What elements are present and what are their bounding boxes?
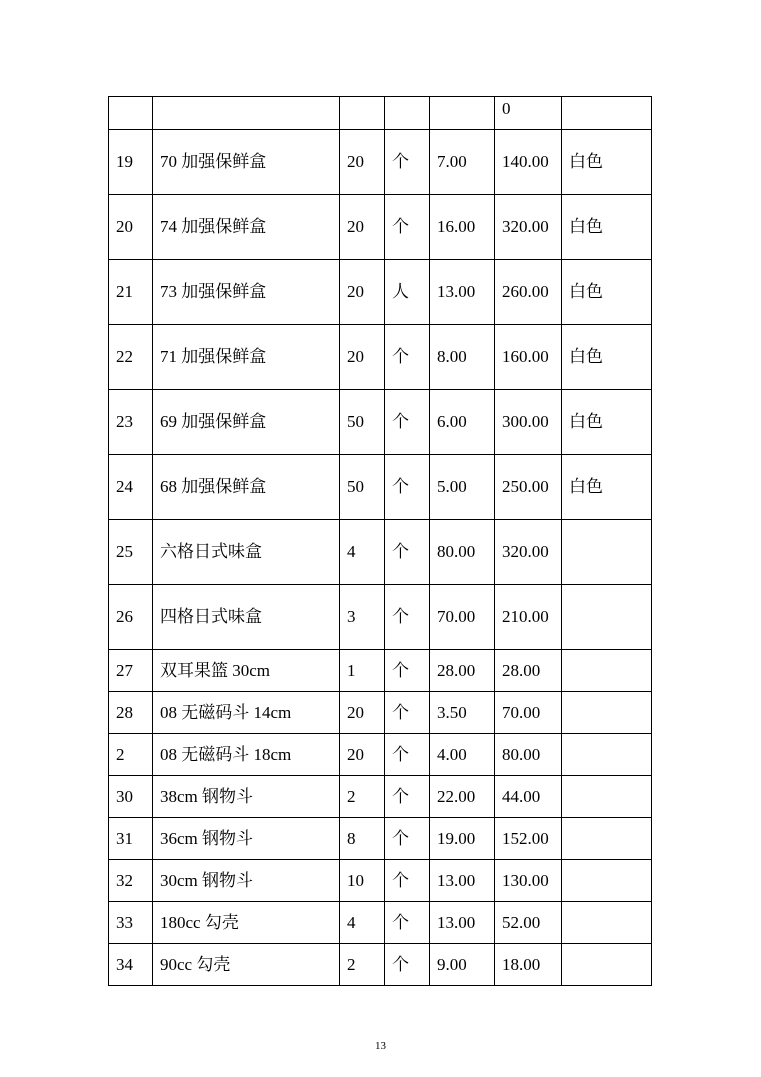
cell-name: 36cm 钢物斗 (153, 818, 340, 860)
cell-no: 19 (109, 130, 153, 195)
cell-price: 70.00 (430, 585, 495, 650)
cell-qty: 20 (340, 130, 385, 195)
cell-no: 22 (109, 325, 153, 390)
cell-name: 六格日式味盒 (153, 520, 340, 585)
cell-name: 70 加强保鲜盒 (153, 130, 340, 195)
cell-no: 28 (109, 692, 153, 734)
table-row (109, 325, 652, 390)
cell-unit: 个 (385, 520, 430, 585)
cell-unit: 个 (385, 130, 430, 195)
cell-unit: 个 (385, 818, 430, 860)
cell-qty: 20 (340, 692, 385, 734)
table-row (109, 585, 652, 650)
cell-qty: 20 (340, 734, 385, 776)
cell-note (562, 860, 652, 902)
cell-qty: 20 (340, 195, 385, 260)
cell-no: 27 (109, 650, 153, 692)
cell-note (562, 97, 652, 130)
cell-unit: 个 (385, 390, 430, 455)
cell-note (562, 818, 652, 860)
cell-qty: 20 (340, 260, 385, 325)
cell-note: 白色 (562, 325, 652, 390)
cell-name: 180cc 勾壳 (153, 902, 340, 944)
cell-name: 74 加强保鲜盒 (153, 195, 340, 260)
items-table (108, 96, 652, 986)
cell-note: 白色 (562, 130, 652, 195)
cell-no: 25 (109, 520, 153, 585)
cell-price: 6.00 (430, 390, 495, 455)
cell-total: 0 (495, 97, 562, 130)
cell-price: 4.00 (430, 734, 495, 776)
cell-note (562, 692, 652, 734)
table-row (109, 776, 652, 818)
cell-price: 80.00 (430, 520, 495, 585)
table-row (109, 195, 652, 260)
cell-unit: 个 (385, 944, 430, 986)
cell-total: 52.00 (495, 902, 562, 944)
cell-total: 18.00 (495, 944, 562, 986)
cell-price: 28.00 (430, 650, 495, 692)
cell-price: 13.00 (430, 260, 495, 325)
cell-note (562, 776, 652, 818)
cell-total: 320.00 (495, 195, 562, 260)
page-number: 13 (375, 1040, 386, 1052)
cell-name: 08 无磁码斗 18cm (153, 734, 340, 776)
cell-price: 3.50 (430, 692, 495, 734)
table-row (109, 130, 652, 195)
cell-qty: 50 (340, 390, 385, 455)
cell-note: 白色 (562, 455, 652, 520)
table-row (109, 818, 652, 860)
cell-no: 30 (109, 776, 153, 818)
table-row (109, 520, 652, 585)
cell-no: 21 (109, 260, 153, 325)
cell-unit: 个 (385, 325, 430, 390)
cell-note (562, 734, 652, 776)
cell-unit (385, 97, 430, 130)
table-row (109, 455, 652, 520)
cell-qty: 4 (340, 520, 385, 585)
table-row (109, 944, 652, 986)
cell-name: 双耳果篮 30cm (153, 650, 340, 692)
cell-price: 16.00 (430, 195, 495, 260)
table-row (109, 650, 652, 692)
cell-total: 260.00 (495, 260, 562, 325)
cell-total: 44.00 (495, 776, 562, 818)
items-table-body (109, 97, 652, 986)
cell-name: 90cc 勾壳 (153, 944, 340, 986)
cell-no: 26 (109, 585, 153, 650)
cell-no: 33 (109, 902, 153, 944)
cell-unit: 个 (385, 776, 430, 818)
table-row (109, 260, 652, 325)
cell-price: 13.00 (430, 860, 495, 902)
cell-no: 31 (109, 818, 153, 860)
cell-qty: 8 (340, 818, 385, 860)
cell-total: 28.00 (495, 650, 562, 692)
cell-unit: 个 (385, 455, 430, 520)
cell-qty (340, 97, 385, 130)
cell-note (562, 520, 652, 585)
table-row (109, 390, 652, 455)
cell-price: 13.00 (430, 902, 495, 944)
cell-qty: 4 (340, 902, 385, 944)
cell-qty: 3 (340, 585, 385, 650)
cell-total: 160.00 (495, 325, 562, 390)
cell-unit: 个 (385, 860, 430, 902)
cell-price (430, 97, 495, 130)
cell-name: 68 加强保鲜盒 (153, 455, 340, 520)
cell-price: 5.00 (430, 455, 495, 520)
cell-no (109, 97, 153, 130)
cell-qty: 10 (340, 860, 385, 902)
cell-name: 四格日式味盒 (153, 585, 340, 650)
cell-note: 白色 (562, 195, 652, 260)
cell-no: 34 (109, 944, 153, 986)
table-row (109, 692, 652, 734)
cell-total: 80.00 (495, 734, 562, 776)
cell-qty: 50 (340, 455, 385, 520)
cell-note: 白色 (562, 390, 652, 455)
cell-price: 22.00 (430, 776, 495, 818)
cell-total: 300.00 (495, 390, 562, 455)
cell-qty: 2 (340, 776, 385, 818)
cell-price: 7.00 (430, 130, 495, 195)
cell-note (562, 902, 652, 944)
table-row (109, 860, 652, 902)
cell-name: 30cm 钢物斗 (153, 860, 340, 902)
cell-price: 8.00 (430, 325, 495, 390)
cell-total: 210.00 (495, 585, 562, 650)
cell-qty: 1 (340, 650, 385, 692)
table-row (109, 734, 652, 776)
cell-total: 320.00 (495, 520, 562, 585)
cell-name (153, 97, 340, 130)
cell-note (562, 585, 652, 650)
cell-total: 70.00 (495, 692, 562, 734)
cell-unit: 个 (385, 650, 430, 692)
cell-unit: 个 (385, 692, 430, 734)
cell-no: 32 (109, 860, 153, 902)
cell-qty: 2 (340, 944, 385, 986)
cell-total: 140.00 (495, 130, 562, 195)
cell-name: 38cm 钢物斗 (153, 776, 340, 818)
cell-note (562, 650, 652, 692)
cell-name: 71 加强保鲜盒 (153, 325, 340, 390)
cell-price: 9.00 (430, 944, 495, 986)
cell-note: 白色 (562, 260, 652, 325)
cell-name: 08 无磁码斗 14cm (153, 692, 340, 734)
cell-qty: 20 (340, 325, 385, 390)
cell-total: 250.00 (495, 455, 562, 520)
cell-unit: 个 (385, 585, 430, 650)
cell-unit: 个 (385, 195, 430, 260)
cell-name: 73 加强保鲜盒 (153, 260, 340, 325)
cell-total: 152.00 (495, 818, 562, 860)
cell-no: 20 (109, 195, 153, 260)
cell-no: 24 (109, 455, 153, 520)
cell-price: 19.00 (430, 818, 495, 860)
cell-unit: 个 (385, 902, 430, 944)
cell-total: 130.00 (495, 860, 562, 902)
table-row (109, 902, 652, 944)
cell-name: 69 加强保鲜盒 (153, 390, 340, 455)
cell-unit: 人 (385, 260, 430, 325)
table-row (109, 97, 652, 130)
cell-unit: 个 (385, 734, 430, 776)
cell-no: 2 (109, 734, 153, 776)
cell-no: 23 (109, 390, 153, 455)
cell-note (562, 944, 652, 986)
